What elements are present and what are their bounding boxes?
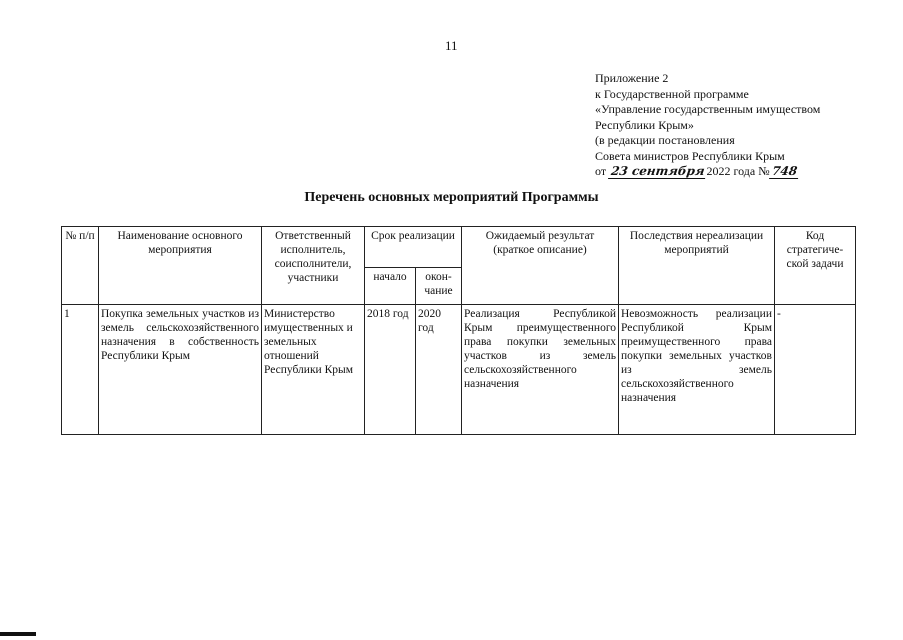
header-term: Срок реализации xyxy=(365,227,462,268)
cell-consequences: Невозможность реализации Республикой Крым преимущественного права покупки земельных участков из земель сельскохозяйственного назначения xyxy=(619,305,775,435)
appendix-line: (в редакции постановления xyxy=(595,133,735,147)
cell-code: - xyxy=(775,305,856,435)
header-responsible: Ответственный исполнитель, соисполнители, участники xyxy=(262,227,365,305)
cell-num: 1 xyxy=(62,305,99,435)
appendix-line: Республики Крым» xyxy=(595,117,694,132)
cell-name: Покупка земельных участков из земель сельскохозяйственного назначения в собственность Республики Крым xyxy=(99,305,262,435)
appendix-block xyxy=(595,71,855,180)
header-code: Код стратегиче-ской задачи xyxy=(775,227,856,305)
appendix-date-line xyxy=(595,164,855,180)
cell-result: Реализация Республикой Крым преимущественного права покупки земельных участков из земель сельскохозяйственного назначения xyxy=(462,305,619,435)
table-row xyxy=(62,305,856,435)
handwritten-number: 748 xyxy=(769,165,800,179)
appendix-line: к Государственной программе xyxy=(595,86,749,101)
date-prefix: от xyxy=(595,164,607,178)
handwritten-date: 23 сентября xyxy=(608,165,707,179)
page-title: Перечень основных мероприятий Программы xyxy=(304,190,599,205)
appendix-line: Приложение 2 xyxy=(595,71,669,85)
appendix-line: Совета министров Республики Крым xyxy=(595,148,785,163)
page-number: 11 xyxy=(445,38,458,53)
header-result: Ожидаемый результат (краткое описание) xyxy=(462,227,619,305)
appendix-line: «Управление государственным имуществом xyxy=(595,102,821,116)
header-name: Наименование основного мероприятия xyxy=(99,227,262,305)
header-end: окон-чание xyxy=(416,268,462,305)
scan-edge-mark xyxy=(0,632,36,636)
measures-table xyxy=(61,226,856,435)
cell-responsible: Министерство имущественных и земельных отношений Республики Крым xyxy=(262,305,365,435)
date-suffix: 2022 года № xyxy=(706,164,770,178)
cell-end: 2020 год xyxy=(416,305,462,435)
header-row xyxy=(62,227,856,268)
header-consequences: Последствия нереализации мероприятий xyxy=(619,227,775,305)
header-num: № п/п xyxy=(62,227,99,305)
header-start: начало xyxy=(365,268,416,305)
cell-start: 2018 год xyxy=(365,305,416,435)
